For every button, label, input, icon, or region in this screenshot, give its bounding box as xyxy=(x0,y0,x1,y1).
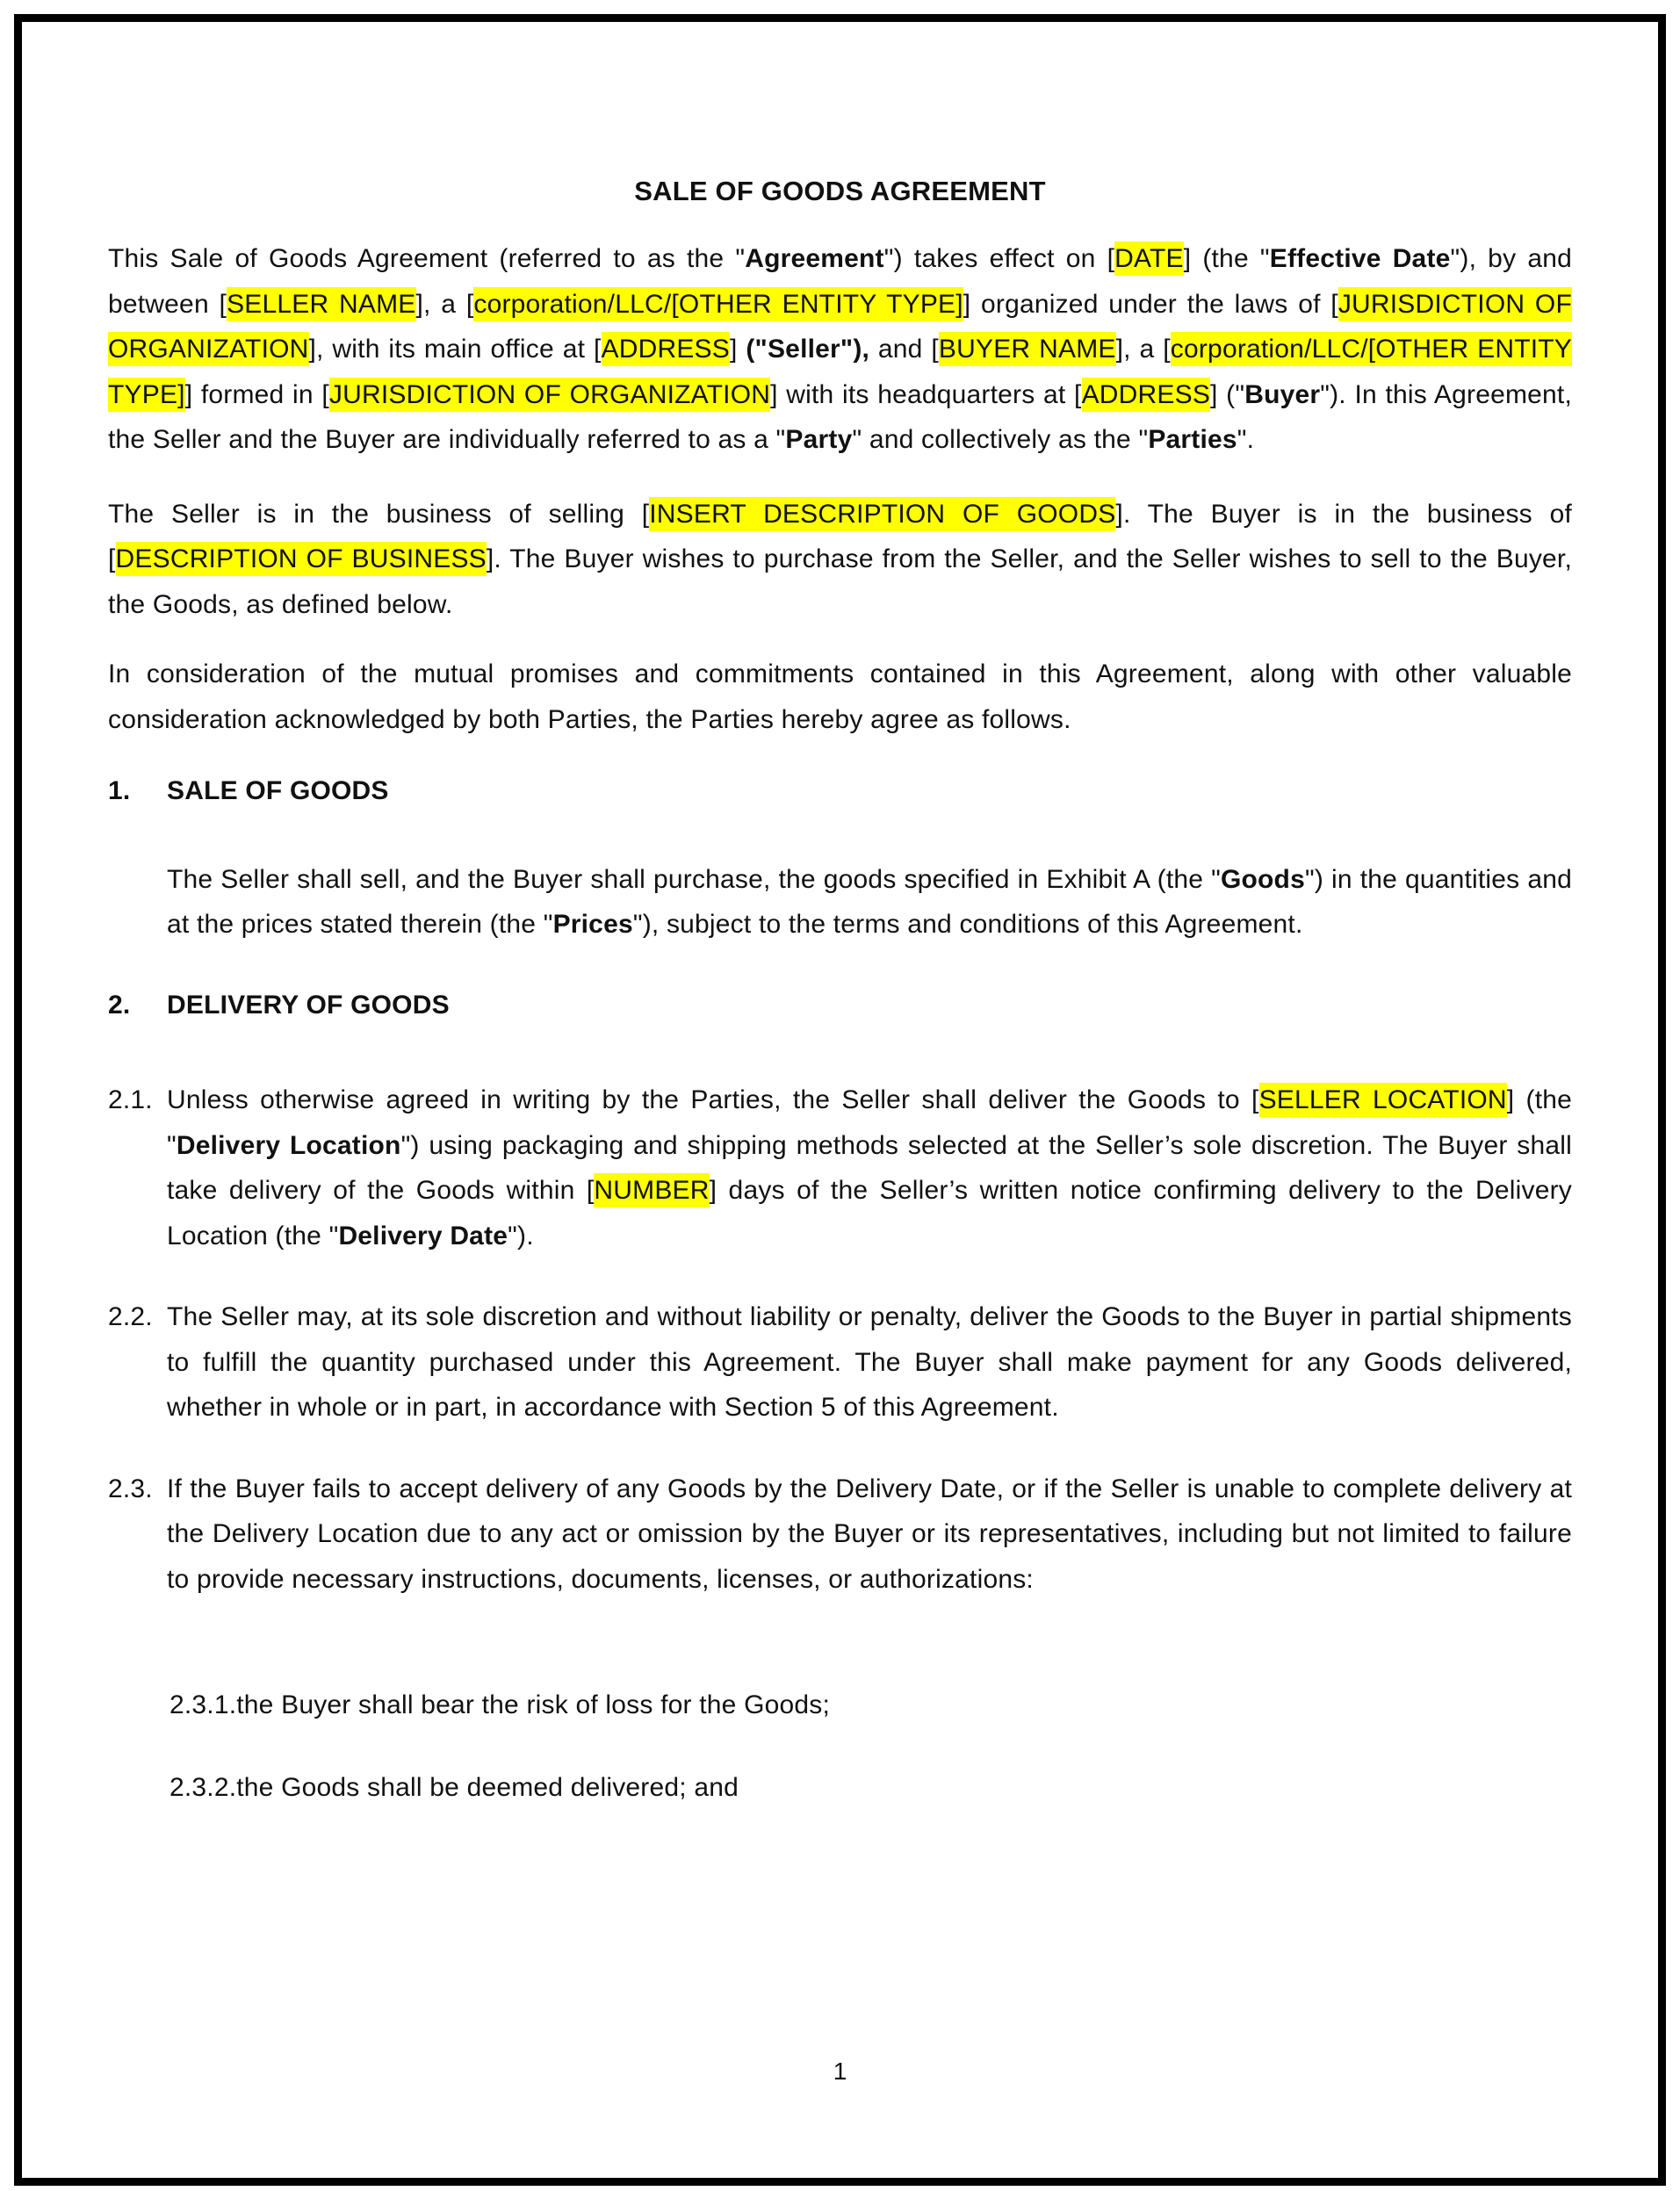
clause-2-1-text: Unless otherwise agreed in writing by the Parties, the Seller shall deliver the Goods to [SELLER LOCATION] (the "Delivery Location") using packaging and shipping methods selected at the Seller’s sole discretion. The Buyer shall take delivery of the Goods within [NUMBER] days of the Seller’s written notice confirming delivery to the Delivery Location (the "Delivery Date"). xyxy=(167,1077,1572,1258)
section-2-title: DELIVERY OF GOODS xyxy=(167,990,450,1020)
clause-2-3-1-text: the Buyer shall bear the risk of loss for the Goods; xyxy=(236,1690,830,1719)
clause-2-3-2-number: 2.3.2. xyxy=(169,1772,237,1802)
clause-2-1-number: 2.1. xyxy=(108,1085,153,1114)
clause-2-3-1-number: 2.3.1. xyxy=(169,1690,237,1719)
section-2-heading xyxy=(108,983,1572,1028)
page-number: 1 xyxy=(833,2058,847,2085)
business-paragraph: The Seller is in the business of selling [INSERT DESCRIPTION OF GOODS]. The Buyer is in the business of [DESCRIPTION OF BUSINESS]. The Buyer wishes to purchase from the Seller, and the Seller wishes to sell to the Buyer, the Goods, as defined below. xyxy=(108,492,1572,628)
clause-2-3-number: 2.3. xyxy=(108,1474,153,1503)
clause-2-3-text: If the Buyer fails to accept delivery of any Goods by the Delivery Date, or if the Seller is unable to complete delivery at the Delivery Location due to any act or omission by the Buyer or its representatives, including but not limited to failure to provide necessary instructions, documents, licenses, or authorizations: xyxy=(167,1474,1572,1594)
clause-2-1 xyxy=(108,1077,1572,1258)
intro-paragraph: This Sale of Goods Agreement (referred to as the "Agreement") takes effect on [DATE] (the "Effective Date"), by and between [SELLER NAME], a [corporation/LLC/[OTHER ENTITY TYPE]] organized under the laws of [JURISDICTION OF ORGANIZATION], with its main office at [ADDRESS] ("Seller"), and [BUYER NAME], a [corporation/LLC/[OTHER ENTITY TYPE]] formed in [JURISDICTION OF ORGANIZATION] with its headquarters at [ADDRESS] ("Buyer"). In this Agreement, the Seller and the Buyer are individually referred to as a "Party" and collectively as the "Parties". xyxy=(108,236,1572,463)
clause-2-3-1 xyxy=(169,1683,1572,1728)
consideration-paragraph: In consideration of the mutual promises and commitments contained in this Agreement, along with other valuable consideration acknowledged by both Parties, the Parties hereby agree as follows. xyxy=(108,659,1572,734)
section-2-number: 2. xyxy=(108,990,131,1020)
section-1-heading xyxy=(108,768,1572,814)
section-1-number: 1. xyxy=(108,776,131,805)
section-1-body: The Seller shall sell, and the Buyer shall purchase, the goods specified in Exhibit A (the "Goods") in the quantities and at the prices stated therein (the "Prices"), subject to the terms and conditions of this Agreement. xyxy=(167,864,1573,939)
clause-2-3 xyxy=(108,1467,1572,1603)
clause-2-3-2 xyxy=(169,1765,1572,1811)
clause-2-2 xyxy=(108,1294,1572,1431)
page-border xyxy=(14,14,1666,2186)
document-title: SALE OF GOODS AGREEMENT xyxy=(634,176,1046,206)
document-content xyxy=(108,22,1572,1810)
clause-2-2-number: 2.2. xyxy=(108,1302,153,1331)
clause-2-2-text: The Seller may, at its sole discretion and without liability or penalty, deliver the Goods to the Buyer in partial shipments to fulfill the quantity purchased under this Agreement. The Buyer shall make payment for any Goods delivered, whether in whole or in part, in accordance with Section 5 of this Agreement. xyxy=(167,1302,1572,1422)
clause-2-3-2-text: the Goods shall be deemed delivered; and xyxy=(236,1772,739,1802)
section-1-title: SALE OF GOODS xyxy=(167,776,389,805)
